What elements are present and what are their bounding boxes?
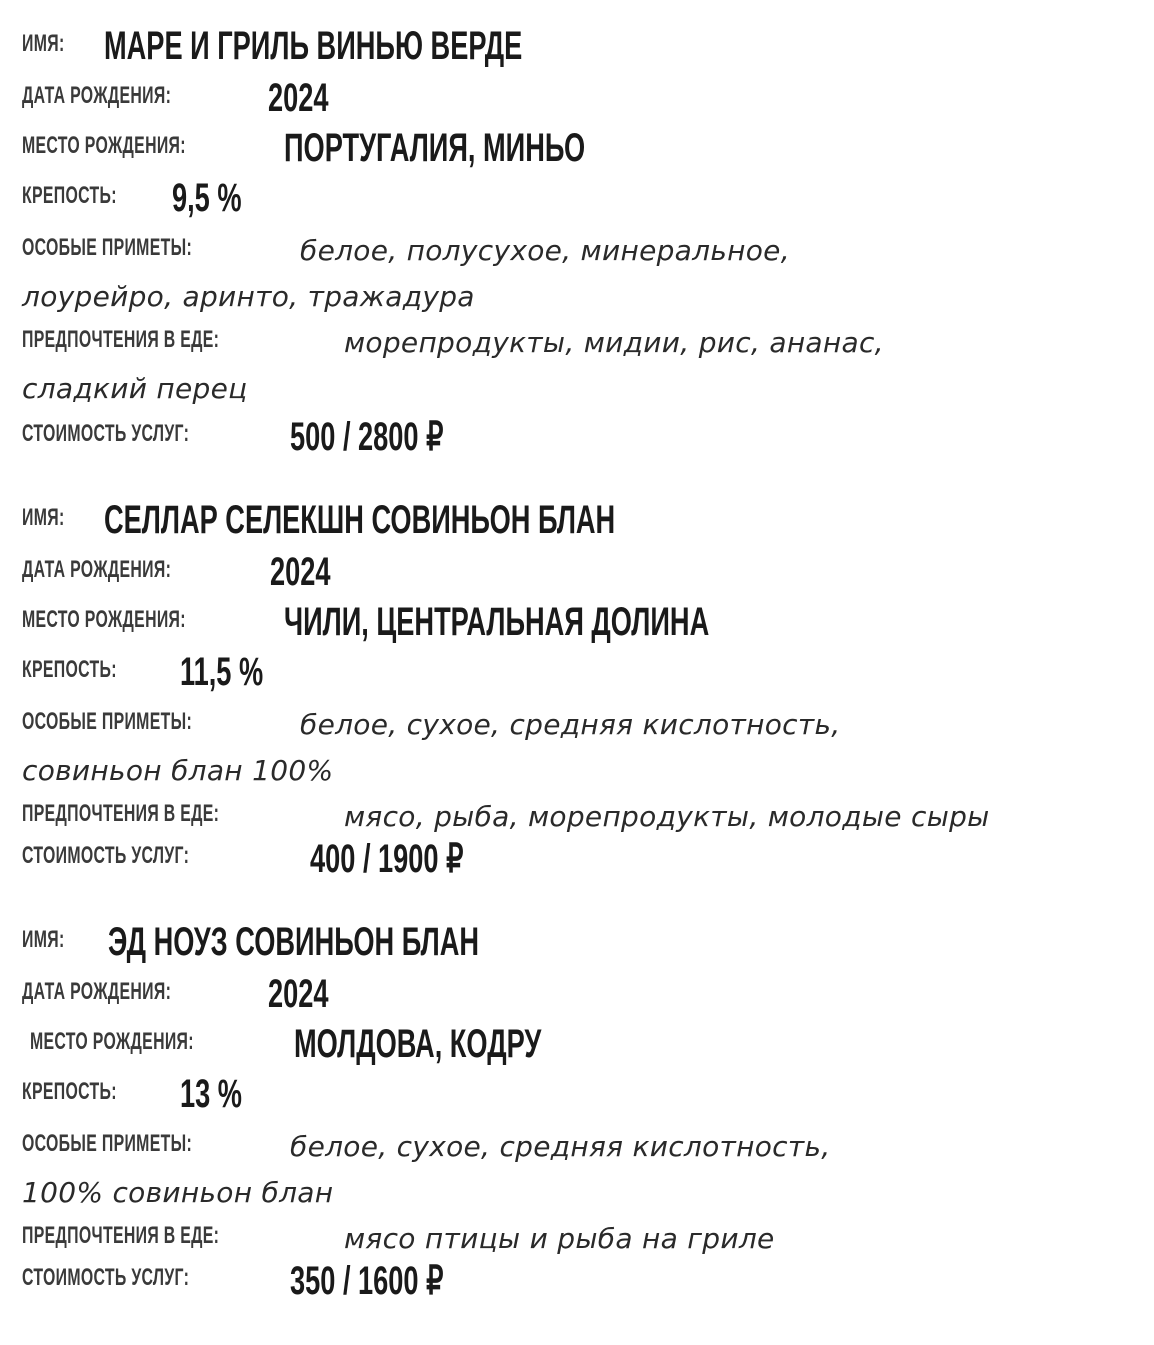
name-row [22,498,616,542]
features-label: ОСОБЫЕ ПРИМЕТЫ: [22,708,193,735]
year-row [22,972,329,1016]
pairing-row [22,800,990,833]
features-row [22,708,841,741]
pairing-label: ПРЕДПОЧТЕНИЯ В ЕДЕ: [22,1222,220,1249]
strength-label: КРЕПОСТЬ: [22,182,117,209]
wine-year: 2024 [268,972,329,1016]
origin-row [22,126,586,170]
name-row [22,920,480,964]
wine-year: 2024 [268,76,329,120]
wine-origin: ПОРТУГАЛИЯ, МИНЬО [284,126,586,170]
features-label: ОСОБЫЕ ПРИМЕТЫ: [22,234,193,261]
wine-strength: 13 % [180,1072,242,1116]
name-label: ИМЯ: [22,504,65,531]
wine-pairing: морепродукты, мидии, рис, ананас, [344,326,884,359]
wine-features: белое, сухое, средняя кислотность, [300,708,841,741]
wine-features-cont: 100% совиньон блан [22,1176,334,1209]
price-label: СТОИМОСТЬ УСЛУГ: [22,842,190,869]
wine-pairing: мясо птицы и рыба на гриле [344,1222,775,1255]
price-row [22,415,444,459]
wine-features: белое, полусухое, минеральное, [300,234,790,267]
origin-label: МЕСТО РОЖДЕНИЯ: [30,1028,194,1055]
wine-pairing: мясо, рыба, морепродукты, молодые сыры [344,800,990,833]
wine-pairing-cont: сладкий перец [22,372,248,405]
wine-name: ЭД НОУЗ СОВИНЬОН БЛАН [108,920,480,964]
pairing-row [22,1222,775,1255]
year-label: ДАТА РОЖДЕНИЯ: [22,82,172,109]
strength-label: КРЕПОСТЬ: [22,656,117,683]
price-label: СТОИМОСТЬ УСЛУГ: [22,420,190,447]
origin-label: МЕСТО РОЖДЕНИЯ: [22,606,186,633]
wine-features-cont: совиньон блан 100% [22,754,334,787]
strength-row [22,650,264,694]
pairing-label: ПРЕДПОЧТЕНИЯ В ЕДЕ: [22,800,220,827]
strength-label: КРЕПОСТЬ: [22,1078,117,1105]
wine-price: 400 / 1900 ₽ [310,837,464,881]
features-row [22,1130,831,1163]
wine-features-cont: лоурейро, аринто, тражадура [22,280,475,313]
year-label: ДАТА РОЖДЕНИЯ: [22,556,172,583]
price-row [22,1259,444,1303]
strength-row [22,176,242,220]
name-label: ИМЯ: [22,926,65,953]
name-label: ИМЯ: [22,30,65,57]
features-row [22,234,790,267]
price-label: СТОИМОСТЬ УСЛУГ: [22,1264,190,1291]
wine-price: 500 / 2800 ₽ [290,415,444,459]
price-row [22,837,464,881]
pairing-label: ПРЕДПОЧТЕНИЯ В ЕДЕ: [22,326,220,353]
wine-strength: 11,5 % [180,650,264,694]
year-row [22,76,329,120]
origin-row [22,600,710,644]
name-row [22,24,523,68]
wine-origin: ЧИЛИ, ЦЕНТРАЛЬНАЯ ДОЛИНА [284,600,710,644]
year-label: ДАТА РОЖДЕНИЯ: [22,978,172,1005]
pairing-row [22,326,884,359]
wine-price: 350 / 1600 ₽ [290,1259,444,1303]
wine-features: белое, сухое, средняя кислотность, [290,1130,831,1163]
wine-strength: 9,5 % [172,176,242,220]
wine-name: СЕЛЛАР СЕЛЕКШН СОВИНЬОН БЛАН [104,498,616,542]
wine-year: 2024 [270,550,331,594]
features-label: ОСОБЫЕ ПРИМЕТЫ: [22,1130,193,1157]
origin-label: МЕСТО РОЖДЕНИЯ: [22,132,186,159]
wine-name: МАРЕ И ГРИЛЬ ВИНЬЮ ВЕРДЕ [104,24,523,68]
year-row [22,550,331,594]
origin-row [30,1022,542,1066]
strength-row [22,1072,242,1116]
wine-origin: МОЛДОВА, КОДРУ [294,1022,542,1066]
